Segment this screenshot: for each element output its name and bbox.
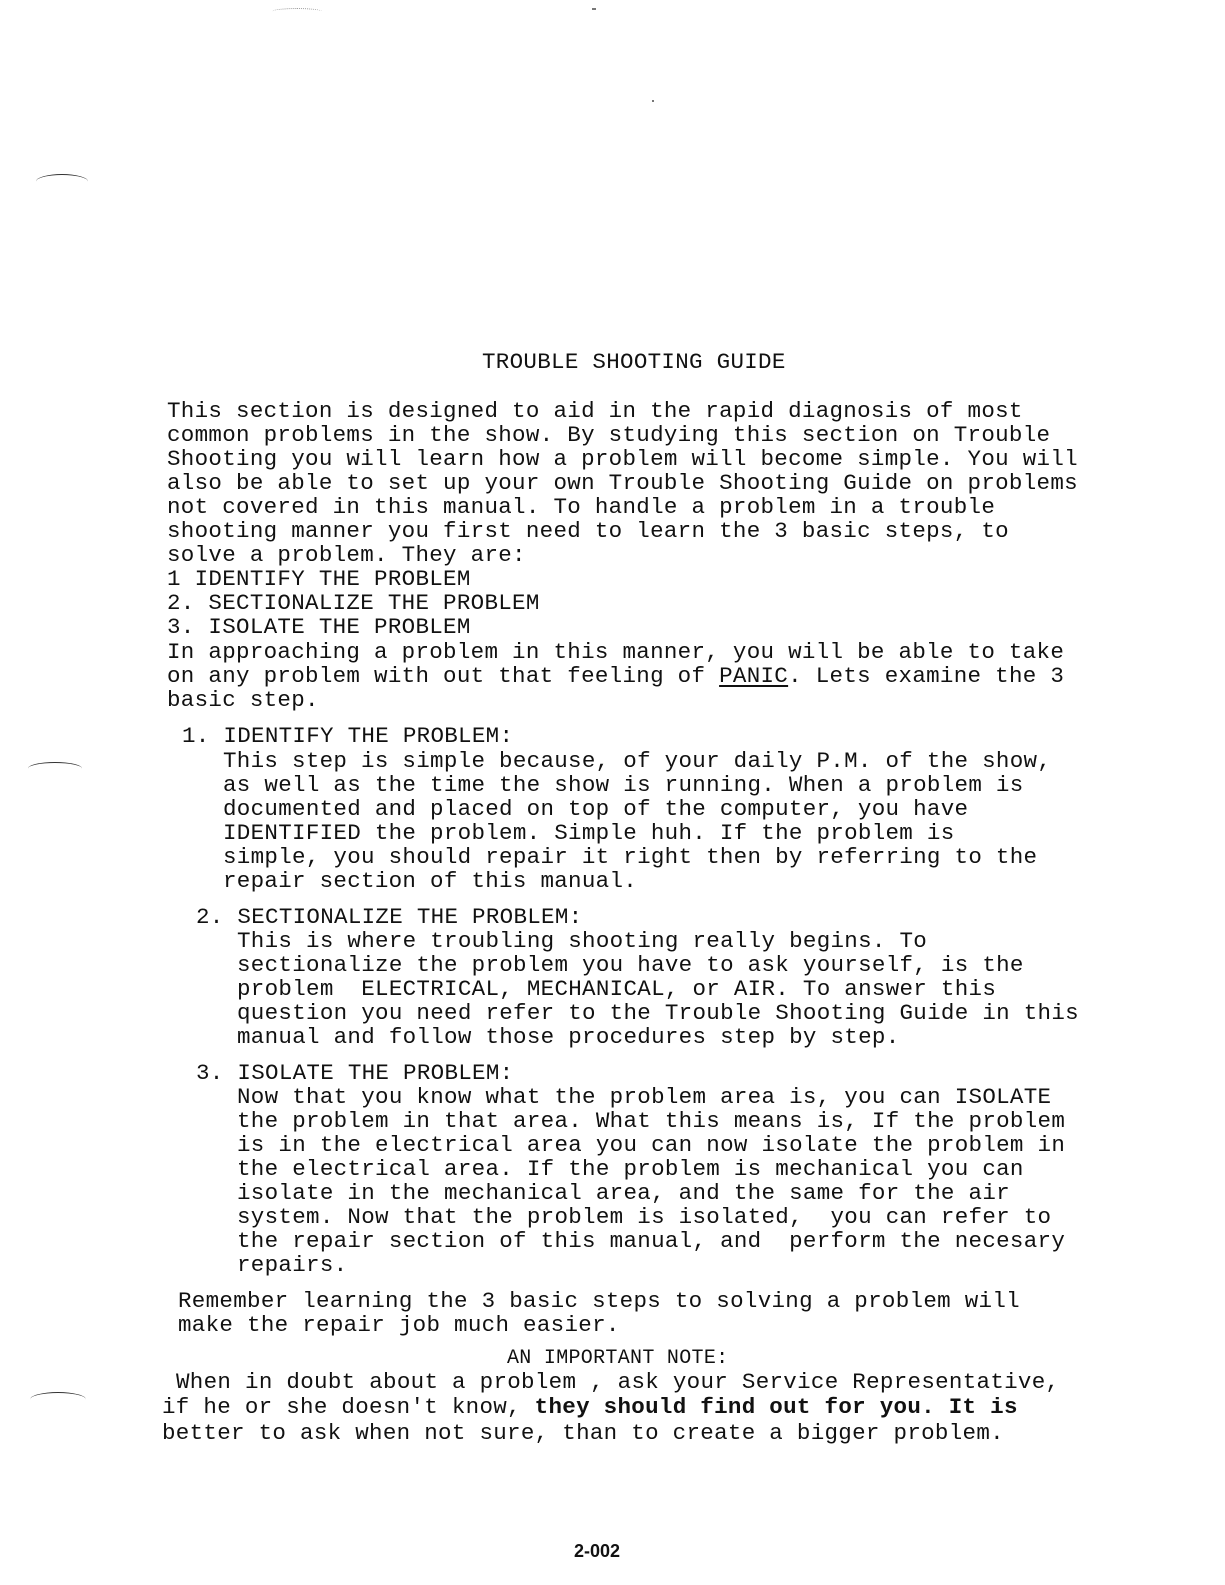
intro-line: common problems in the show. By studying this section on Trouble: [167, 422, 1051, 448]
step-line: is in the electrical area you can now isolate the problem in: [237, 1132, 1066, 1158]
scan-mark-top: [272, 8, 322, 15]
step-line: repair section of this manual.: [223, 868, 638, 894]
short-step-item: 1 IDENTIFY THE PROBLEM: [167, 566, 471, 592]
step-line: the problem in that area. What this means is, If the problem: [237, 1108, 1066, 1134]
approach-line: [167, 664, 1064, 688]
punch-hole-mark: [36, 174, 88, 189]
approach-text: . Lets examine the 3: [788, 663, 1065, 689]
short-step-item: 3. ISOLATE THE PROBLEM: [167, 614, 471, 640]
punch-hole-mark: [28, 762, 82, 775]
intro-line: Shooting you will learn how a problem will become simple. You will: [167, 446, 1078, 472]
step-line: the repair section of this manual, and perform the necesary: [237, 1228, 1066, 1254]
panic-emphasis: PANIC: [719, 663, 789, 689]
note-line: [162, 1395, 1018, 1419]
step-line: IDENTIFIED the problem. Simple huh. If the problem is: [223, 820, 955, 846]
step-heading: 2. SECTIONALIZE THE PROBLEM:: [196, 904, 583, 930]
step-line: manual and follow those procedures step by step.: [237, 1024, 900, 1050]
step-line: system. Now that the problem is isolated, you can refer to: [237, 1204, 1052, 1230]
approach-line: basic step.: [167, 687, 319, 713]
intro-line: shooting manner you first need to learn the 3 basic steps, to: [167, 518, 1009, 544]
step-line: simple, you should repair it right then by referring to the: [223, 844, 1038, 870]
intro-line: This section is designed to aid in the rapid diagnosis of most: [167, 398, 1023, 424]
approach-text: on any problem with out that feeling of: [167, 663, 720, 689]
note-heading: AN IMPORTANT NOTE:: [507, 1347, 729, 1370]
page-title: TROUBLE SHOOTING GUIDE: [482, 349, 786, 375]
scan-speck: [652, 100, 654, 102]
intro-line: solve a problem. They are:: [167, 542, 526, 568]
step-line: documented and placed on top of the computer, you have: [223, 796, 969, 822]
approach-line: In approaching a problem in this manner, you will be able to take: [167, 639, 1065, 665]
note-line: better to ask when not sure, than to create a bigger problem.: [162, 1420, 1004, 1446]
step-line: isolate in the mechanical area, and the same for the air: [237, 1180, 1010, 1206]
punch-hole-mark: [30, 1392, 86, 1407]
note-text-bold: they should find out for you. It is: [534, 1394, 1018, 1420]
step-heading: 3. ISOLATE THE PROBLEM:: [196, 1060, 514, 1086]
remember-line: Remember learning the 3 basic steps to solving a problem will: [178, 1288, 1020, 1314]
step-heading: 1. IDENTIFY THE PROBLEM:: [182, 723, 514, 749]
step-line: as well as the time the show is running. When a problem is: [223, 772, 1024, 798]
short-step-item: 2. SECTIONALIZE THE PROBLEM: [167, 590, 540, 616]
step-line: problem ELECTRICAL, MECHANICAL, or AIR. To answer this: [237, 976, 997, 1002]
step-line: This is where troubling shooting really begins. To: [237, 928, 928, 954]
note-text: if he or she doesn't know,: [162, 1394, 535, 1420]
step-line: question you need refer to the Trouble Shooting Guide in this: [237, 1000, 1079, 1026]
note-line: When in doubt about a problem , ask your Service Representative,: [176, 1369, 1060, 1395]
step-line: This step is simple because, of your daily P.M. of the show,: [223, 748, 1052, 774]
step-line: repairs.: [237, 1252, 348, 1278]
remember-line: make the repair job much easier.: [178, 1312, 620, 1338]
intro-line: also be able to set up your own Trouble Shooting Guide on problems: [167, 470, 1078, 496]
step-line: the electrical area. If the problem is mechanical you can: [237, 1156, 1024, 1182]
page-number: 2-002: [574, 1541, 621, 1561]
step-line: Now that you know what the problem area is, you can ISOLATE: [237, 1084, 1052, 1110]
step-line: sectionalize the problem you have to ask yourself, is the: [237, 952, 1024, 978]
intro-line: not covered in this manual. To handle a problem in a trouble: [167, 494, 996, 520]
scan-speck: [592, 8, 596, 10]
